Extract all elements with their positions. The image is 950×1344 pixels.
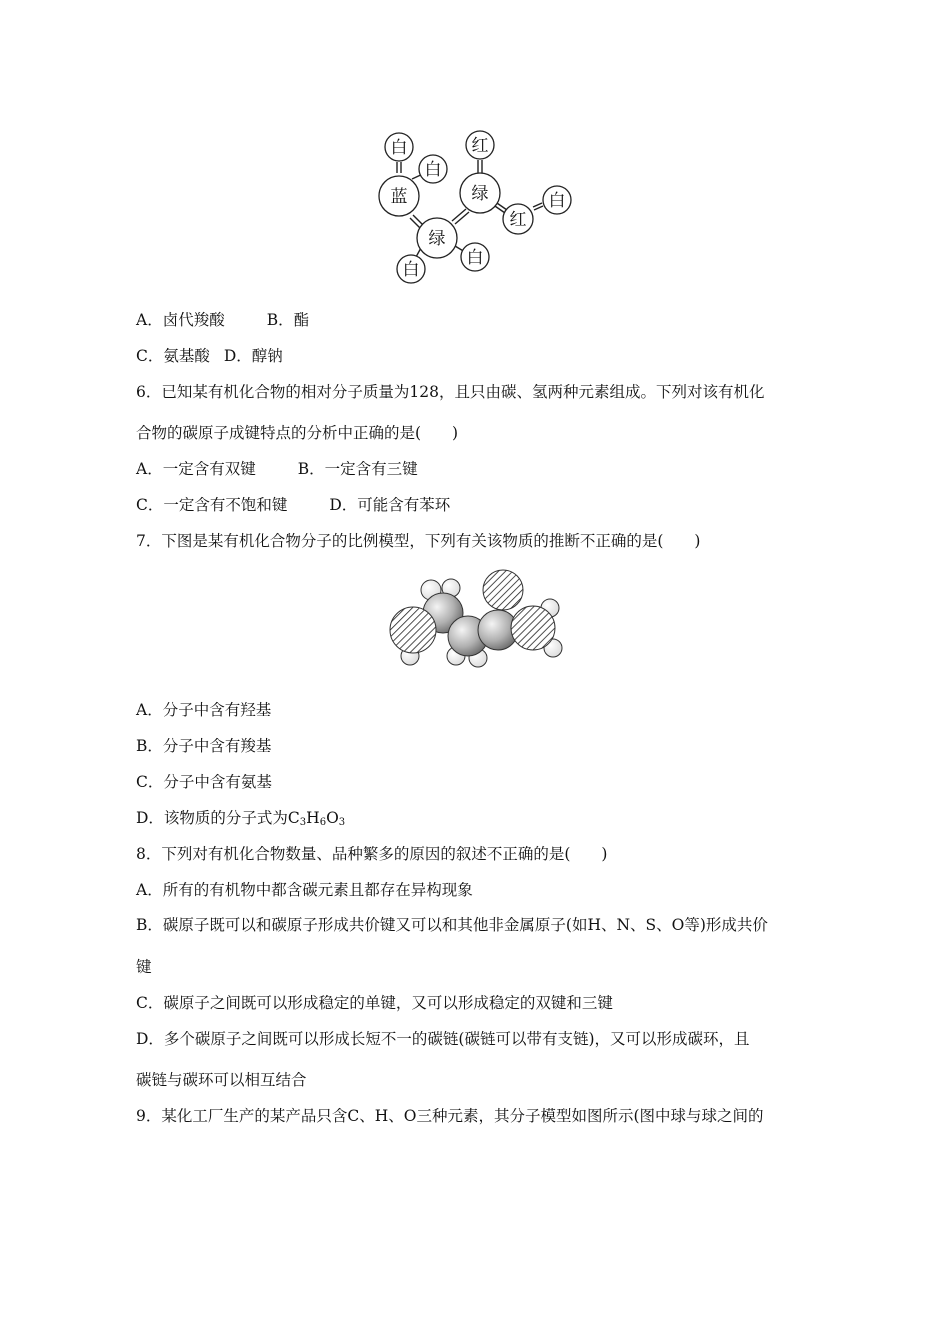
atom-label: 白 bbox=[424, 160, 442, 180]
option-c: C．一定含有不饱和键 bbox=[136, 496, 288, 514]
option-d: D．可能含有苯环 bbox=[329, 496, 451, 514]
q8-option-b-line2: 键 bbox=[136, 958, 152, 976]
q8-option-d-line2: 碳链与碳环可以相互结合 bbox=[136, 1071, 307, 1089]
q9-stem: 9．某化工厂生产的某产品只含C、H、O三种元素，其分子模型如图所示(图中球与球之间的 bbox=[136, 1107, 764, 1125]
ball-stick-model-figure bbox=[370, 125, 590, 290]
option-d: D．醇钠 bbox=[223, 347, 283, 365]
subscript: 6 bbox=[319, 817, 327, 828]
atom-label: 白 bbox=[548, 191, 566, 211]
element-symbol: H bbox=[306, 809, 320, 827]
q7-option-a: A．分子中含有羟基 bbox=[136, 701, 272, 719]
atom-label: 蓝 bbox=[390, 187, 408, 207]
option-a: A．一定含有双键 bbox=[136, 460, 256, 478]
option-a: A．卤代羧酸 bbox=[136, 311, 225, 329]
q5-options-row1 bbox=[136, 310, 309, 330]
atom-label: 白 bbox=[466, 248, 484, 268]
q7-option-d bbox=[136, 808, 345, 833]
q8-option-d-line1: D．多个碳原子之间既可以形成长短不一的碳链(碳链可以带有支链)，又可以形成碳环，且 bbox=[136, 1030, 750, 1048]
space-filling-model-figure bbox=[388, 568, 566, 668]
atom-label: 红 bbox=[471, 136, 489, 156]
atom-label: 绿 bbox=[471, 184, 489, 204]
option-c: C．氨基酸 bbox=[136, 347, 210, 365]
option-b: B．酯 bbox=[266, 311, 310, 329]
subscript: 3 bbox=[299, 817, 307, 828]
atom-label: 白 bbox=[402, 260, 420, 280]
q8-option-c: C．碳原子之间既可以形成稳定的单键，又可以形成稳定的双键和三键 bbox=[136, 994, 613, 1012]
q6-options-row1 bbox=[136, 459, 418, 479]
q7-option-b: B．分子中含有羧基 bbox=[136, 737, 272, 755]
q7-stem: 7．下图是某有机化合物分子的比例模型，下列有关该物质的推断不正确的是( ) bbox=[136, 532, 701, 550]
q7-option-c: C．分子中含有氨基 bbox=[136, 773, 272, 791]
option-b: B．一定含有三键 bbox=[297, 460, 418, 478]
q5-options-row2 bbox=[136, 346, 283, 366]
q6-stem-line1: 6．已知某有机化合物的相对分子质量为128，且只由碳、氢两种元素组成。下列对该有机化 bbox=[136, 383, 765, 401]
q6-stem-line2: 合物的碳原子成键特点的分析中正确的是( ) bbox=[136, 424, 459, 442]
atom-label: 红 bbox=[509, 210, 527, 230]
q6-options-row2 bbox=[136, 495, 450, 515]
q8-stem: 8．下列对有机化合物数量、品种繁多的原因的叙述不正确的是( ) bbox=[136, 845, 608, 863]
atom-label: 白 bbox=[390, 138, 408, 158]
q8-option-a: A．所有的有机物中都含碳元素且都存在异构现象 bbox=[136, 881, 473, 899]
option-d-text: D．该物质的分子式为C bbox=[136, 809, 300, 827]
element-symbol: O bbox=[326, 809, 339, 827]
subscript: 3 bbox=[338, 817, 346, 828]
atom-label: 绿 bbox=[428, 229, 446, 249]
q8-option-b-line1: B．碳原子既可以和碳原子形成共价键又可以和其他非金属原子(如H、N、S、O等)形成共价 bbox=[136, 916, 768, 934]
